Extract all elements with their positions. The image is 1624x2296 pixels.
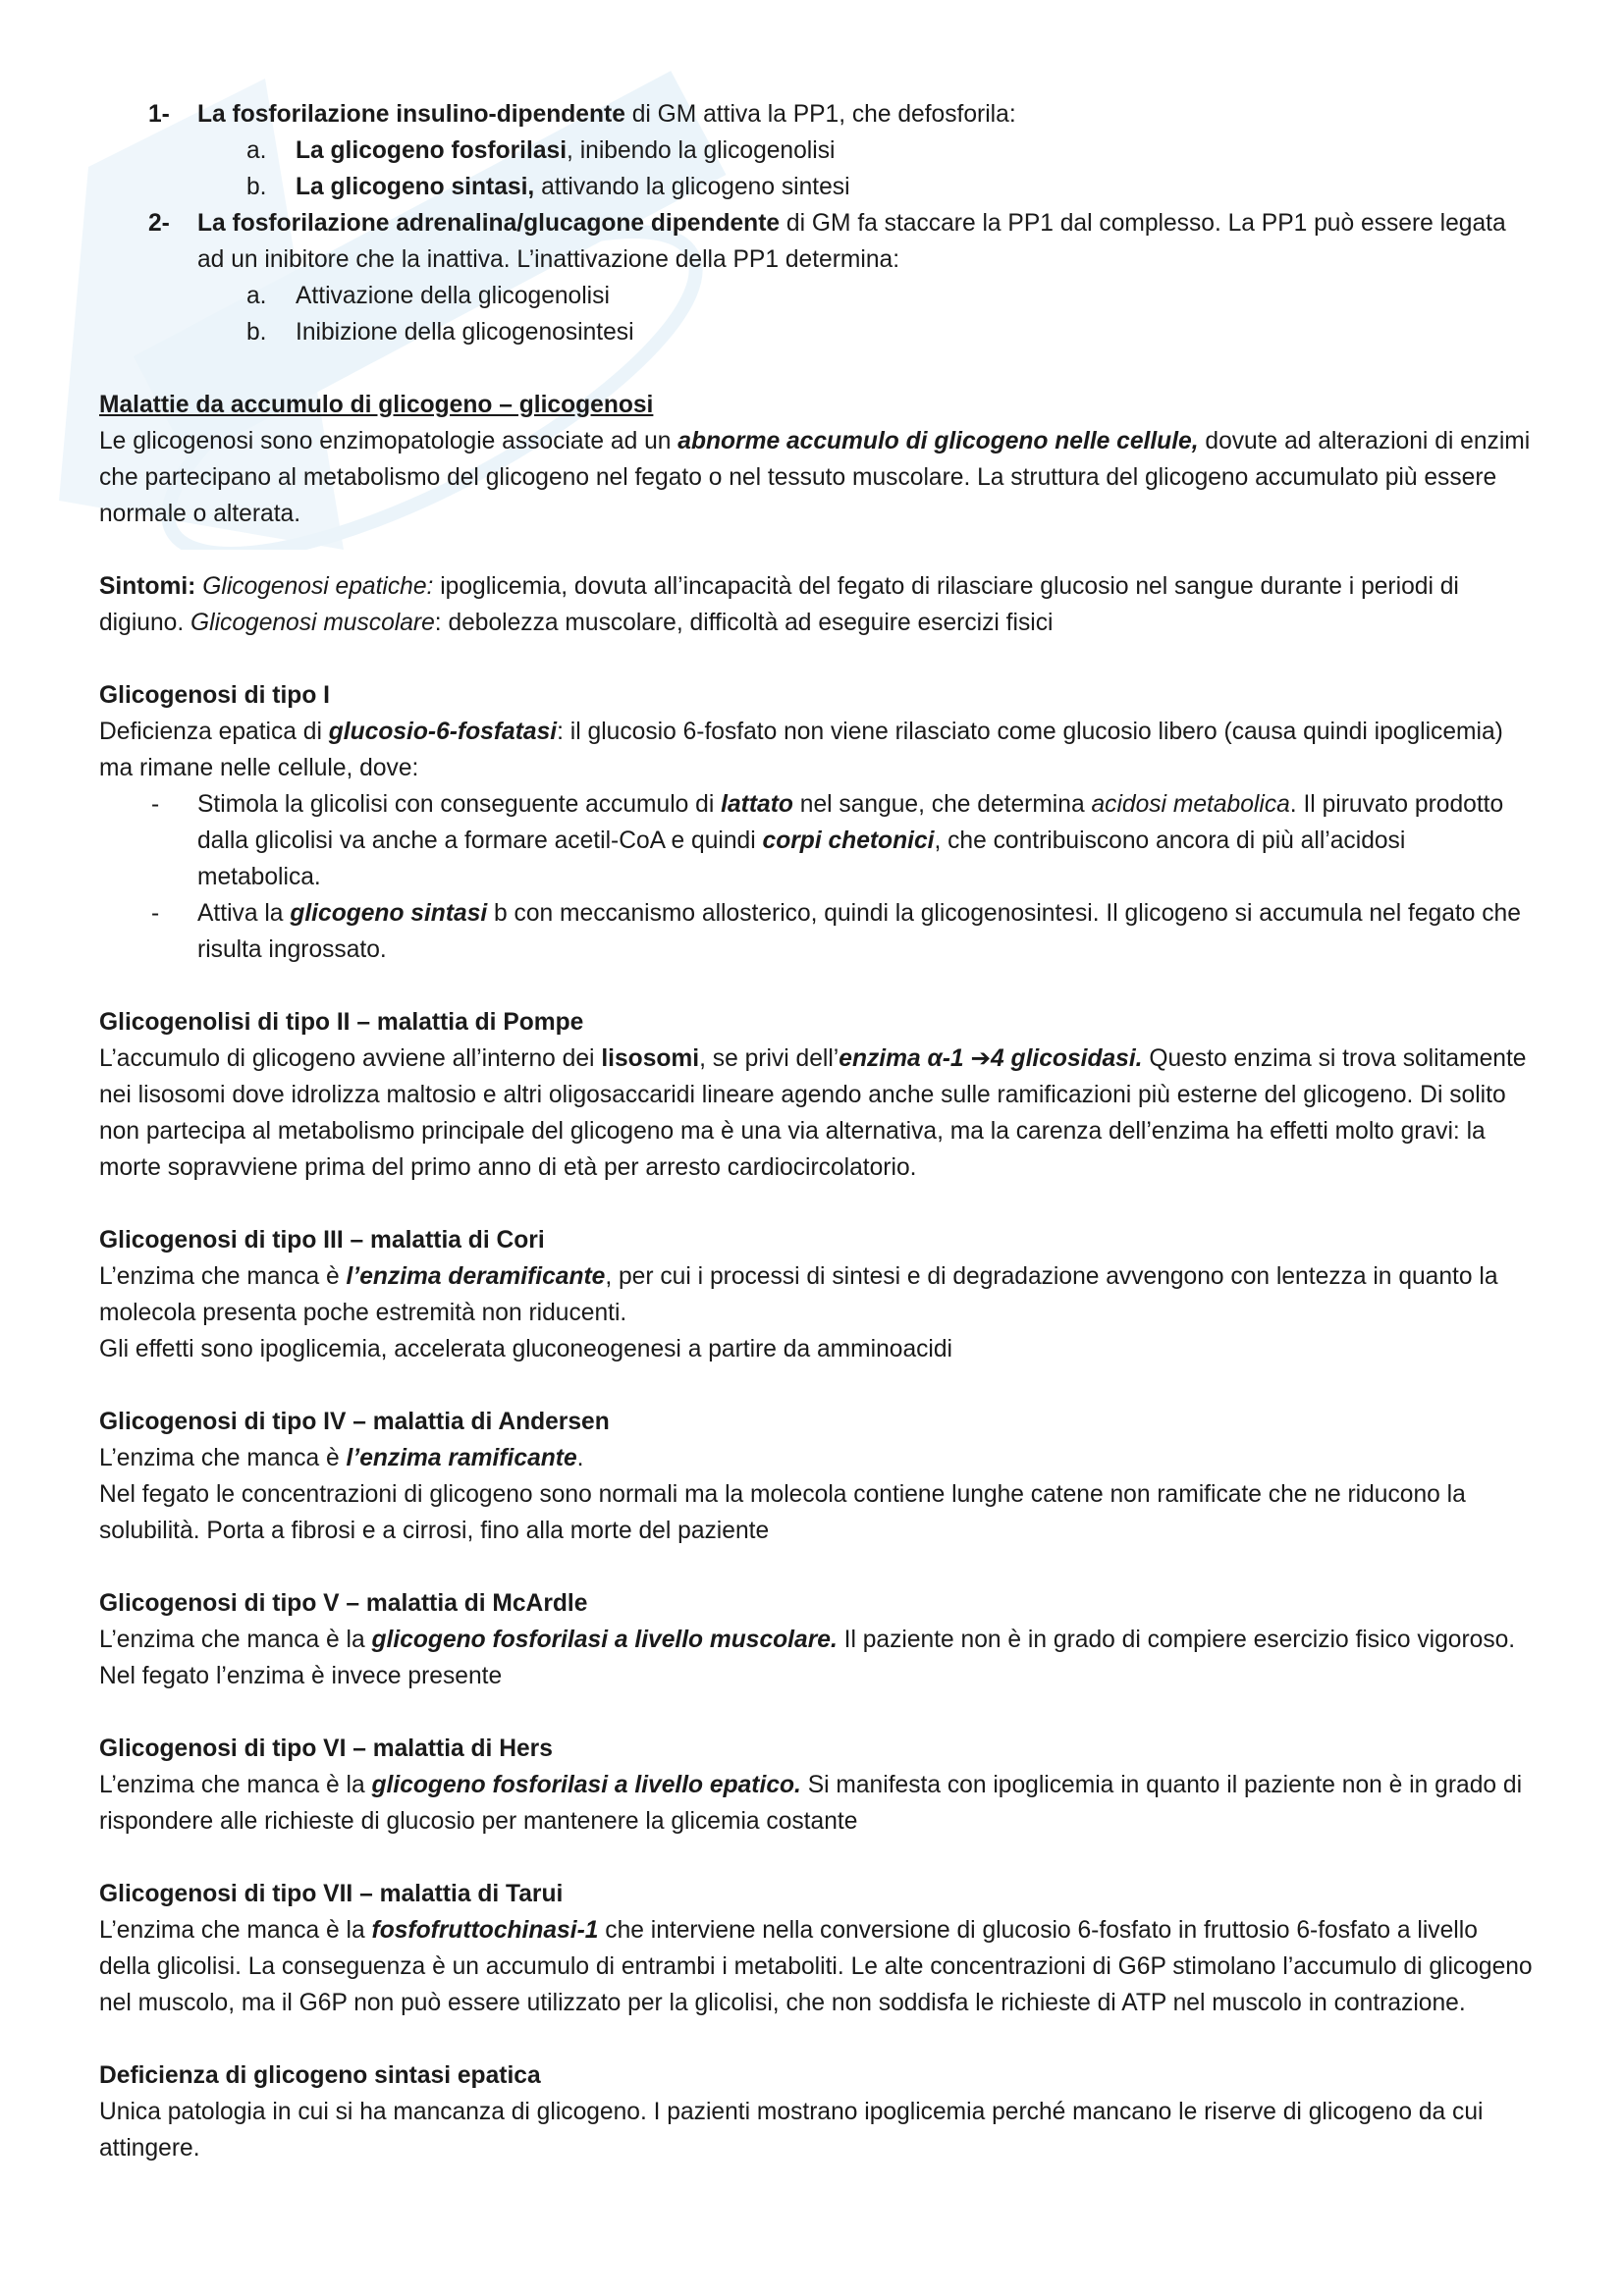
section-heading-tipo-3: Glicogenosi di tipo III – malattia di Cori (99, 1227, 545, 1254)
paragraph-tipo-4: L’enzima che manca è l’enzima ramificante. (99, 1445, 584, 1471)
paragraph-tipo-3: L’enzima che manca è l’enzima deramificante, per cui i processi di sintesi e di degradazione avvengono con lentezza in quanto la molecola presenta poche estremità non riducenti. (99, 1263, 1498, 1326)
paragraph-tipo-7: L’enzima che manca è la fosfofruttochinasi-1 che interviene nella conversione di glucosio 6-fosfato in fruttosio 6-fosfato a livello della glicolisi. La conseguenza è un accumulo di entrambi i metaboliti. Le alte concentrazioni di G6P stimolano l’accumulo di glicogeno nel muscolo, ma il G6P non può essere utilizzato per la glicolisi, che non soddisfa le richieste di ATP nel muscolo in contrazione. (99, 1917, 1533, 2016)
paragraph-deficienza: Unica patologia in cui si ha mancanza di glicogeno. I pazienti mostrano ipoglicemia perché mancano le riserve di glicogeno da cui attingere. (99, 2099, 1484, 2162)
paragraph-tipo-1: Deficienza epatica di glucosio-6-fosfatasi: il glucosio 6-fosfato non viene rilasciato come glucosio libero (causa quindi ipoglicemia) ma rimane nelle cellule, dove: (99, 719, 1503, 781)
section-heading-tipo-7: Glicogenosi di tipo VII – malattia di Tarui (99, 1881, 564, 1907)
paragraph-tipo-2: L’accumulo di glicogeno avviene all’interno dei lisosomi, se privi dell’enzima α-1 ➔4 glicosidasi. Questo enzima si trova solitamente nei lisosomi dove idrolizza maltosio e altri oligosaccaridi lineare agendo anche sulle ramificazioni più esterne del glicogeno. Di solito non partecipa al metabolismo principale del glicogeno ma è una via alternativa, ma la carenza dell’enzima ha effetti molto gravi: la morte sopravviene prima del primo anno di età per arresto cardiocircolatorio. (99, 1045, 1527, 1181)
document-body (99, 96, 1533, 2166)
paragraph-tipo-4-fegato: Nel fegato le concentrazioni di glicogeno sono normali ma la molecola contiene lunghe catene non ramificate che ne riducono la solubilità. Porta a fibrosi e a cirrosi, fino alla morte del paziente (99, 1481, 1466, 1544)
list-item-2: 2- La fosforilazione adrenalina/glucagone dipendente di GM fa staccare la PP1 dal complesso. La PP1 può essere legata ad un inibitore che la inattiva. L’inattivazione della PP1 determina: (99, 205, 1533, 278)
section-heading-tipo-2: Glicogenolisi di tipo II – malattia di Pompe (99, 1009, 584, 1036)
section-heading-deficienza: Deficienza di glicogeno sintasi epatica (99, 2062, 541, 2089)
list-item: - Attiva la glicogeno sintasi b con meccanismo allosterico, quindi la glicogenosintesi. Il glicogeno si accumula nel fegato che risulta ingrossato. (151, 900, 1521, 963)
section-heading-tipo-6: Glicogenosi di tipo VI – malattia di Hers (99, 1735, 553, 1762)
paragraph-tipo-3-effetti: Gli effetti sono ipoglicemia, accelerata gluconeogenesi a partire da amminoacidi (99, 1336, 953, 1362)
list-subitem-2a: a. Attivazione della glicogenolisi (246, 283, 610, 309)
list-number: 2- (148, 210, 170, 237)
list-item-1: 1- La fosforilazione insulino-dipendente di GM attiva la PP1, che defosforila: (99, 96, 1533, 133)
section-heading-tipo-1: Glicogenosi di tipo I (99, 682, 331, 709)
paragraph-tipo-5-fegato: Nel fegato l’enzima è invece presente (99, 1663, 503, 1689)
list-number: 1- (148, 101, 170, 128)
list-subitem-1a: a. La glicogeno fosforilasi, inibendo la glicogenolisi (246, 137, 836, 164)
paragraph-sintomi: Sintomi: Glicogenosi epatiche: ipoglicemia, dovuta all’incapacità del fegato di rilasciare glucosio nel sangue durante i periodi di digiuno. Glicogenosi muscolare: debolezza muscolare, difficoltà ad eseguire esercizi fisici (99, 573, 1459, 636)
section-heading-tipo-4: Glicogenosi di tipo IV – malattia di Andersen (99, 1409, 610, 1435)
paragraph-tipo-6: L’enzima che manca è la glicogeno fosforilasi a livello epatico. Si manifesta con ipoglicemia in quanto il paziente non è in grado di rispondere alle richieste di glucosio per mantenere la glicemia costante (99, 1772, 1523, 1835)
section-heading-tipo-5: Glicogenosi di tipo V – malattia di McArdle (99, 1590, 588, 1617)
list-item: - Stimola la glicolisi con conseguente accumulo di lattato nel sangue, che determina acidosi metabolica. Il piruvato prodotto dalla glicolisi va anche a formare acetil-CoA e quindi corpi chetonici, che contribuiscono ancora di più all’acidosi metabolica. (151, 791, 1504, 890)
section-heading-malattie: Malattie da accumulo di glicogeno – glicogenosi (99, 392, 654, 418)
paragraph-tipo-5: L’enzima che manca è la glicogeno fosforilasi a livello muscolare. Il paziente non è in grado di compiere esercizio fisico vigoroso. (99, 1627, 1516, 1653)
sintomi-label: Sintomi: (99, 573, 196, 600)
list-subitem-1b: b. La glicogeno sintasi, attivando la glicogeno sintesi (246, 174, 850, 200)
paragraph-malattie: Le glicogenosi sono enzimopatologie associate ad un abnorme accumulo di glicogeno nelle cellule, dovute ad alterazioni di enzimi che partecipano al metabolismo del glicogeno nel fegato o nel tessuto muscolare. La struttura del glicogeno accumulato più essere normale o alterata. (99, 428, 1531, 527)
list-subitem-2b: b. Inibizione della glicogenosintesi (246, 319, 634, 346)
